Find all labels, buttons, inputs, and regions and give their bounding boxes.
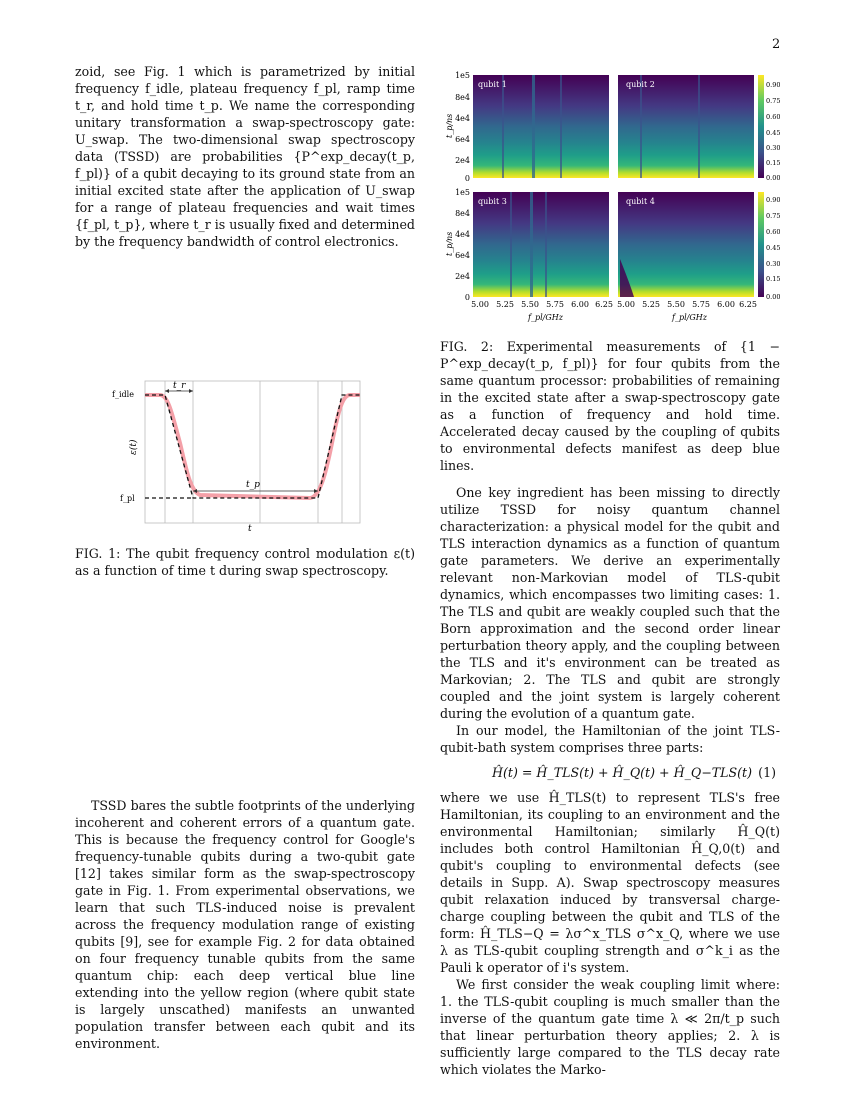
xlabel-left: f_pl/GHz — [528, 313, 563, 322]
svg-text:1e5: 1e5 — [455, 188, 470, 197]
left-bottom-paragraph: TSSD bares the subtle footprints of the underlying incoherent and coherent errors of a quantum gate. This is because the frequency control for Google's frequency-tunable qubits during a two-qubit gate [12] takes similar form as the swap-spectroscopy gate in Fig. 1. From experimental observations, we learn that such TLS-induced noise is prevalent across the frequency modulation range of existing qubits [9], see for example Fig. 2 for data obtained on four frequency tunable qubits from the same quantum chip: each deep vertical blue line extending into the yellow region (where qubit state is largely unscathed) manifests an unwanted population transfer between each qubit and its environment. — [75, 798, 415, 1051]
ylabel-bottom: t_p/ns — [445, 231, 454, 256]
svg-text:0.90: 0.90 — [766, 196, 780, 204]
svg-text:6.25: 6.25 — [595, 300, 613, 309]
svg-text:5.50: 5.50 — [667, 300, 685, 309]
fig1-xlabel: t — [248, 524, 252, 533]
svg-text:1e5: 1e5 — [455, 71, 470, 80]
svg-text:4e4: 4e4 — [455, 114, 470, 123]
colorbar-ticks-top — [766, 81, 780, 182]
right-paragraph-3: where we use Ĥ_TLS(t) to represent TLS's free Hamiltonian, its coupling to an environment and the environmental Hamiltonian; similarly Ĥ_Q(t) includes both control Hamiltonian Ĥ_Q,0(t) and qubit's coupling to environmental defects (see details in Supp. A). Swap spectroscopy measures qubit relaxation induced by transversal charge-charge coupling between the qubit and TLS of the form: Ĥ_TLS−Q = λσ^x_TLS σ^x_Q, where we use λ as TLS-qubit coupling strength and σ^k_i as the Pauli k operator of i's system. — [440, 790, 780, 975]
fig1-plot — [110, 373, 370, 533]
svg-text:0.00: 0.00 — [766, 293, 780, 301]
panel-label-3: qubit 3 — [478, 197, 507, 206]
fig1 — [110, 373, 370, 533]
left-top-paragraph: zoid, see Fig. 1 which is parametrized by initial frequency f_idle, plateau frequency f_pl, ramp time t_r, and hold time t_p. We name the corresponding unitary transformation a swap-spectroscopy gate: U_swap. The two-dimensional swap spectroscopy data (TSSD) are probabilities {P^exp_decay(t_p, f_pl)} of a qubit decaying to its ground state from an initial excited state after the application of U_swap for a range of plateau frequencies and wait times {f_pl, t_p}, where t_r is usually fixed and determined by the frequency bandwidth of control electronics. — [75, 64, 415, 249]
panel-qubit-1 — [473, 75, 609, 178]
fig1-caption: FIG. 1: The qubit frequency control modulation ε(t) as a function of time t during swap spectroscopy. — [75, 546, 415, 578]
svg-text:0.60: 0.60 — [766, 113, 780, 121]
svg-text:6e4: 6e4 — [455, 251, 470, 260]
svg-text:5.50: 5.50 — [521, 300, 539, 309]
colorbar-ticks-bottom — [766, 196, 780, 301]
svg-text:0.15: 0.15 — [766, 159, 780, 167]
panel-label-1: qubit 1 — [478, 80, 507, 89]
fig1-label-fidle: f_idle — [112, 390, 134, 399]
svg-text:0.45: 0.45 — [766, 129, 780, 137]
svg-text:5.00: 5.00 — [471, 300, 489, 309]
fig1-label-tp: t_p — [246, 480, 260, 490]
fig1-ylabel: ε(t) — [129, 439, 139, 455]
svg-text:6.00: 6.00 — [571, 300, 589, 309]
svg-text:5.75: 5.75 — [546, 300, 564, 309]
svg-text:5.25: 5.25 — [642, 300, 660, 309]
right-paragraph-2: In our model, the Hamiltonian of the joint TLS-qubit-bath system comprises three parts: — [440, 723, 780, 755]
svg-text:2e4: 2e4 — [455, 156, 470, 165]
equation-number: (1) — [758, 765, 776, 780]
colorbar-bottom — [758, 192, 764, 297]
svg-text:5.75: 5.75 — [692, 300, 710, 309]
xlabel-right: f_pl/GHz — [672, 313, 707, 322]
svg-text:5.25: 5.25 — [496, 300, 514, 309]
svg-text:4e4: 4e4 — [455, 230, 470, 239]
equation-1 — [440, 764, 780, 781]
y-ticks-bottom — [455, 188, 470, 302]
svg-text:0.30: 0.30 — [766, 260, 780, 268]
svg-text:0.90: 0.90 — [766, 81, 780, 89]
y-ticks-top — [455, 71, 470, 183]
svg-text:6e4: 6e4 — [455, 135, 470, 144]
panel-label-4: qubit 4 — [626, 197, 655, 206]
svg-text:0.75: 0.75 — [766, 97, 780, 105]
left-top-column — [75, 63, 415, 250]
page-number: 2 — [772, 37, 781, 52]
ylabel-top: t_p/ns — [445, 113, 454, 138]
svg-text:0.45: 0.45 — [766, 244, 780, 252]
right-paragraph-4: We first consider the weak coupling limit where: 1. the TLS-qubit coupling is much smaller than the inverse of the quantum gate time λ ≪ 2π/t_p such that linear perturbation theory applies; 2. λ is sufficiently large compared to the TLS decay rate which violates the Marko- — [440, 977, 780, 1077]
panel-qubit-2 — [618, 75, 754, 178]
x-ticks-right — [617, 300, 757, 309]
svg-text:0.75: 0.75 — [766, 212, 780, 220]
right-column — [440, 484, 780, 1078]
svg-text:0.00: 0.00 — [766, 174, 780, 182]
fig1-label-tr: t_r — [173, 381, 186, 391]
svg-text:6.00: 6.00 — [717, 300, 735, 309]
panel-qubit-4 — [618, 192, 754, 297]
fig2-plot — [440, 64, 780, 330]
svg-text:2e4: 2e4 — [455, 272, 470, 281]
svg-text:8e4: 8e4 — [455, 93, 470, 102]
svg-text:0: 0 — [464, 293, 470, 302]
right-paragraph-1: One key ingredient has been missing to directly utilize TSSD for noisy quantum channel characterization: a physical model for the qubit and TLS interaction dynamics as a function of quantum gate parameters. We derive an experimentally relevant non-Markovian model of TLS-qubit dynamics, which encompasses two limiting cases: 1. The TLS and qubit are weakly coupled such that the Born approximation and the second order linear perturbation theory apply, and the coupling between the TLS and it's environment can be treated as Markovian; 2. The TLS and qubit are strongly coupled and the joint system is largely coherent during the evolution of a quantum gate. — [440, 485, 780, 721]
svg-text:0.30: 0.30 — [766, 144, 780, 152]
panel-label-2: qubit 2 — [626, 80, 655, 89]
left-bottom-column — [75, 797, 415, 1052]
svg-text:8e4: 8e4 — [455, 209, 470, 218]
x-ticks-left — [471, 300, 613, 309]
svg-text:0: 0 — [464, 174, 470, 183]
fig1-label-fpl: f_pl — [120, 494, 135, 503]
svg-text:0.15: 0.15 — [766, 275, 780, 283]
panel-qubit-3 — [473, 192, 609, 297]
fig2 — [440, 64, 780, 330]
svg-text:6.25: 6.25 — [739, 300, 757, 309]
svg-text:0.60: 0.60 — [766, 228, 780, 236]
fig2-caption: FIG. 2: Experimental measurements of {1 − P^exp_decay(t_p, f_pl)} for four qubits from the same quantum processor: probabilities of remaining in the excited state after a swap-spectroscopy gate as a function of frequency and hold time. Accelerated decay caused by the coupling of qubits to environmental defects manifest as deep blue lines. — [440, 339, 780, 473]
colorbar-top — [758, 75, 764, 178]
svg-text:5.00: 5.00 — [617, 300, 635, 309]
equation-body: Ĥ(t) = Ĥ_TLS(t) + Ĥ_Q(t) + Ĥ_Q−TLS(t) — [492, 765, 753, 780]
